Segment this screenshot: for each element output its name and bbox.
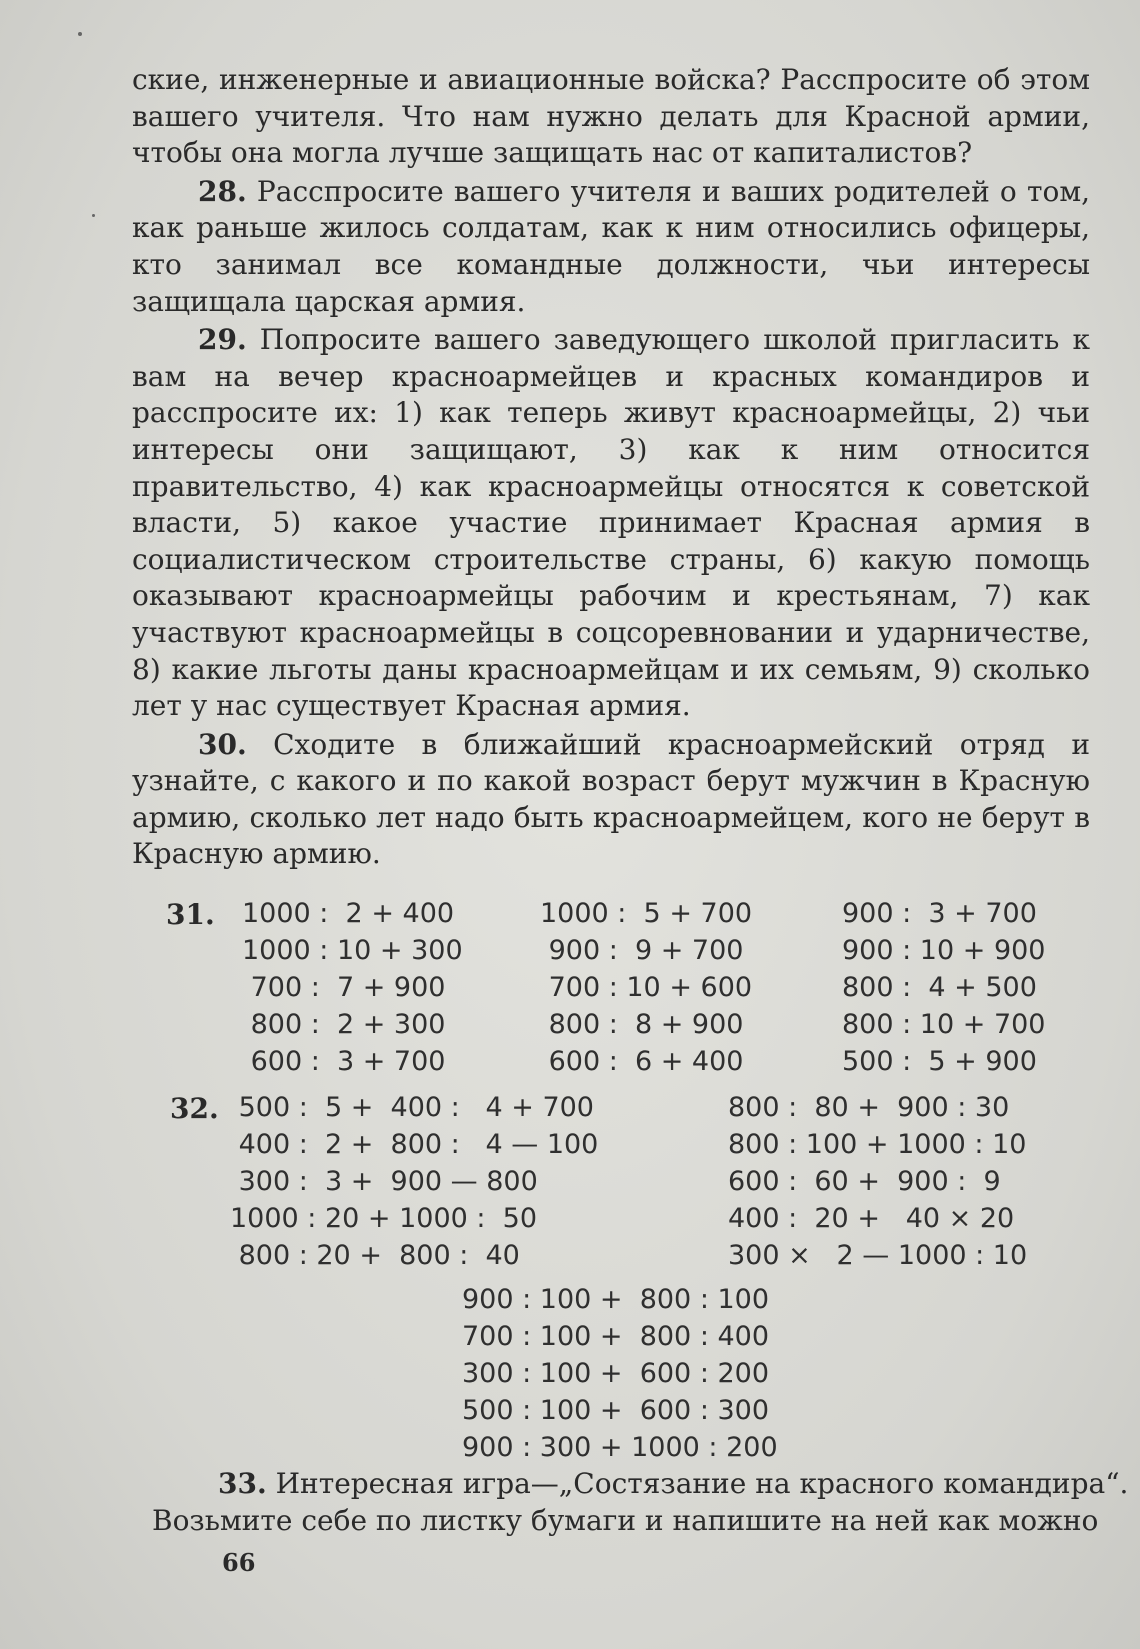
body-text xyxy=(132,62,1090,875)
math-row: 900 : 300 + 1000 : 200 xyxy=(462,1432,778,1463)
math-row: 700 : 10 + 600 xyxy=(540,972,753,1003)
paragraph-text: Попросите вашего заведующего школой пригласить к вам на вечер красноармейцев и красных командиров и расспросите их: 1) как теперь живут красноармейцы, 2) чьи интересы они защищают, 3) как к ним относится правительство, 4) как красноармейцы относятся к советской власти, 5) какое участие принимает Красная армия в социалистическом строительстве страны, 6) какую помощь оказывают красноармейцы рабочим и крестьянам, 7) как участвуют красноармейцы в соцсоревновании и ударничестве, 8) какие льготы даны красноармейцам и их семьям, 9) сколько лет у нас существует Красная армия. xyxy=(132,323,1090,723)
math-row: 600 : 3 + 700 xyxy=(242,1046,446,1077)
math-row: 1000 : 5 + 700 xyxy=(540,898,753,929)
exercise-33-line2: Возьмите себе по листку бумаги и напишите на ней как можно xyxy=(152,1504,1099,1537)
math-row: 400 : 2 + 800 : 4 — 100 xyxy=(230,1129,599,1160)
math-row: 1000 : 20 + 1000 : 50 xyxy=(230,1203,538,1234)
math-row: 900 : 3 + 700 xyxy=(842,898,1037,929)
exercise-33 xyxy=(152,1465,1129,1539)
math-row: 700 : 100 + 800 : 400 xyxy=(462,1321,770,1352)
paragraph-continuation xyxy=(132,62,1090,172)
exercise-29 xyxy=(132,322,1090,725)
exercise-32-number: 32. xyxy=(170,1092,219,1125)
exercise-number: 28. xyxy=(198,174,247,208)
math-row: 800 : 80 + 900 : 30 xyxy=(728,1092,1010,1123)
math-row: 500 : 100 + 600 : 300 xyxy=(462,1395,770,1426)
exercise-number: 29. xyxy=(198,323,247,357)
math-row: 500 : 5 + 400 : 4 + 700 xyxy=(230,1092,594,1123)
paragraph-text: ские, инженерные и авиационные войска? Расспросите об этом вашего учителя. Что нам нужно делать для Красной армии, чтобы она могла лучше защищать нас от капиталистов? xyxy=(132,63,1090,170)
exercise-number: 30. xyxy=(198,727,247,761)
math-row: 300 : 100 + 600 : 200 xyxy=(462,1358,770,1389)
math-row: 800 : 8 + 900 xyxy=(540,1009,744,1040)
exercise-30 xyxy=(132,727,1090,873)
math-row: 300 × 2 — 1000 : 10 xyxy=(728,1240,1028,1271)
math-row: 400 : 20 + 40 × 20 xyxy=(728,1203,1015,1234)
math-row: 900 : 10 + 900 xyxy=(842,935,1046,966)
exercise-33-line1 xyxy=(152,1465,1129,1502)
paragraph-text: Интересная игра—„Состязание на красного командира“. xyxy=(266,1467,1129,1500)
math-row: 500 : 5 + 900 xyxy=(842,1046,1037,1077)
math-row: 700 : 7 + 900 xyxy=(242,972,446,1003)
math-row: 800 : 10 + 700 xyxy=(842,1009,1046,1040)
math-row: 900 : 100 + 800 : 100 xyxy=(462,1284,770,1315)
exercise-number: 33. xyxy=(218,1467,267,1500)
page-number: 66 xyxy=(222,1548,256,1577)
math-row: 900 : 9 + 700 xyxy=(540,935,744,966)
scan-speck xyxy=(78,32,82,36)
math-row: 1000 : 10 + 300 xyxy=(242,935,463,966)
math-row: 1000 : 2 + 400 xyxy=(242,898,455,929)
math-row: 300 : 3 + 900 — 800 xyxy=(230,1166,538,1197)
math-row: 800 : 100 + 1000 : 10 xyxy=(728,1129,1027,1160)
math-row: 600 : 60 + 900 : 9 xyxy=(728,1166,1001,1197)
math-row: 800 : 20 + 800 : 40 xyxy=(230,1240,520,1271)
paragraph-text: Сходите в ближайший красноармейский отряд и узнайте, с какого и по какой возраст берут мужчин в Красную армию, сколько лет надо быть красноармейцем, кого не берут в Красную армию. xyxy=(132,727,1090,871)
scan-speck xyxy=(92,214,95,217)
exercise-31-number: 31. xyxy=(166,898,215,931)
math-row: 800 : 4 + 500 xyxy=(842,972,1037,1003)
paragraph-text: Расспросите вашего учителя и ваших родителей о том, как раньше жилось солдатам, как к ним относились офицеры, кто занимал все командные должности, чьи интересы защищала царская армия. xyxy=(132,174,1090,318)
math-row: 600 : 6 + 400 xyxy=(540,1046,744,1077)
exercise-28 xyxy=(132,174,1090,320)
math-row: 800 : 2 + 300 xyxy=(242,1009,446,1040)
